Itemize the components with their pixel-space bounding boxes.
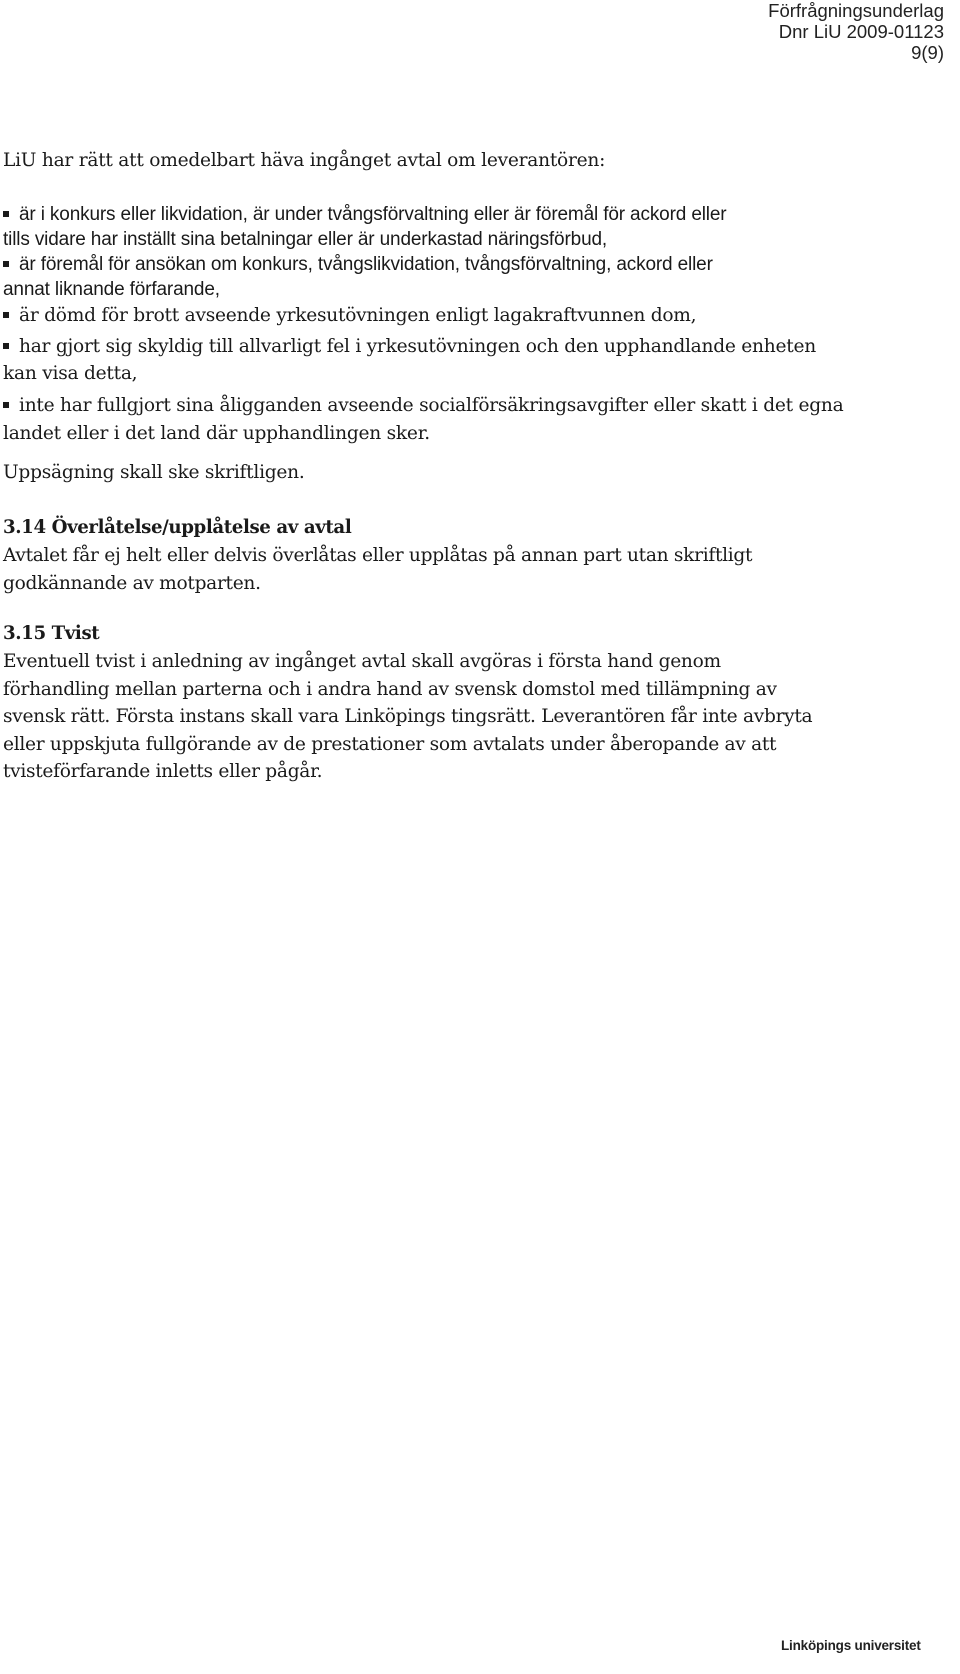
university-logo: Linköpings universitet <box>781 1638 921 1653</box>
list-item-line: annat liknande förfarande, <box>3 279 220 300</box>
section-heading: 3.15 Tvist <box>3 623 100 644</box>
bullet-icon <box>3 261 9 267</box>
bullet-icon <box>3 312 9 318</box>
page-number: 9(9) <box>911 42 944 63</box>
bullet-icon <box>3 343 9 349</box>
section-heading: 3.14 Överlåtelse/upplåtelse av avtal <box>3 517 352 538</box>
termination-conditions-list <box>3 202 933 448</box>
section-3-14 <box>3 514 933 597</box>
list-item <box>3 392 933 448</box>
section-paragraph <box>3 648 933 786</box>
termination-note: Uppsägning skall ske skriftligen. <box>3 462 305 483</box>
list-item-line: har gjort sig skyldig till allvarligt fel i yrkesutövningen och den upphandlande enheten <box>19 336 816 357</box>
paragraph-line: Eventuell tvist i anledning av ingånget avtal skall avgöras i första hand genom <box>3 651 721 672</box>
bullet-icon <box>3 211 9 217</box>
list-item <box>3 252 933 302</box>
list-item-line: är i konkurs eller likvidation, är under tvångsförvaltning eller är föremål för ackord eller <box>19 204 727 225</box>
paragraph-line: eller uppskjuta fullgörande av de prestationer som avtalats under åberopande av att <box>3 733 777 755</box>
document-number: Dnr LiU 2009-01123 <box>778 21 944 42</box>
intro-paragraph: LiU har rätt att omedelbart häva ingånget avtal om leverantören: <box>3 150 606 171</box>
page-header <box>768 0 944 63</box>
paragraph-line: förhandling mellan parterna och i andra hand av svensk domstol med tillämpning av <box>3 678 777 700</box>
paragraph-line: svensk rätt. Första instans skall vara Linköpings tingsrätt. Leverantören får inte avbryta <box>3 706 813 727</box>
list-item <box>3 333 933 388</box>
list-item-line: är föremål för ansökan om konkurs, tvångslikvidation, tvångsförvaltning, ackord eller <box>19 254 713 275</box>
document-type: Förfrågningsunderlag <box>768 0 944 21</box>
paragraph-line: godkännande av motparten. <box>3 572 261 594</box>
list-item-line: är dömd för brott avseende yrkesutövningen enligt lagakraftvunnen dom, <box>19 305 697 326</box>
list-item-line: landet eller i det land där upphandlingen sker. <box>3 423 430 444</box>
list-item-line: inte har fullgjort sina åligganden avseende socialförsäkringsavgifter eller skatt i det egna <box>19 395 844 416</box>
bullet-icon <box>3 402 9 408</box>
paragraph-line: Avtalet får ej helt eller delvis överlåtas eller upplåtas på annan part utan skriftligt <box>3 545 753 566</box>
section-paragraph <box>3 542 933 597</box>
section-3-15 <box>3 620 933 786</box>
paragraph-line: tvisteförfarande inletts eller pågår. <box>3 761 323 782</box>
list-item <box>3 305 933 333</box>
list-item <box>3 202 933 252</box>
list-item-line: tills vidare har inställt sina betalningar eller är underkastad näringsförbud, <box>3 229 608 250</box>
list-item-line: kan visa detta, <box>3 363 138 384</box>
document-body <box>3 147 943 782</box>
